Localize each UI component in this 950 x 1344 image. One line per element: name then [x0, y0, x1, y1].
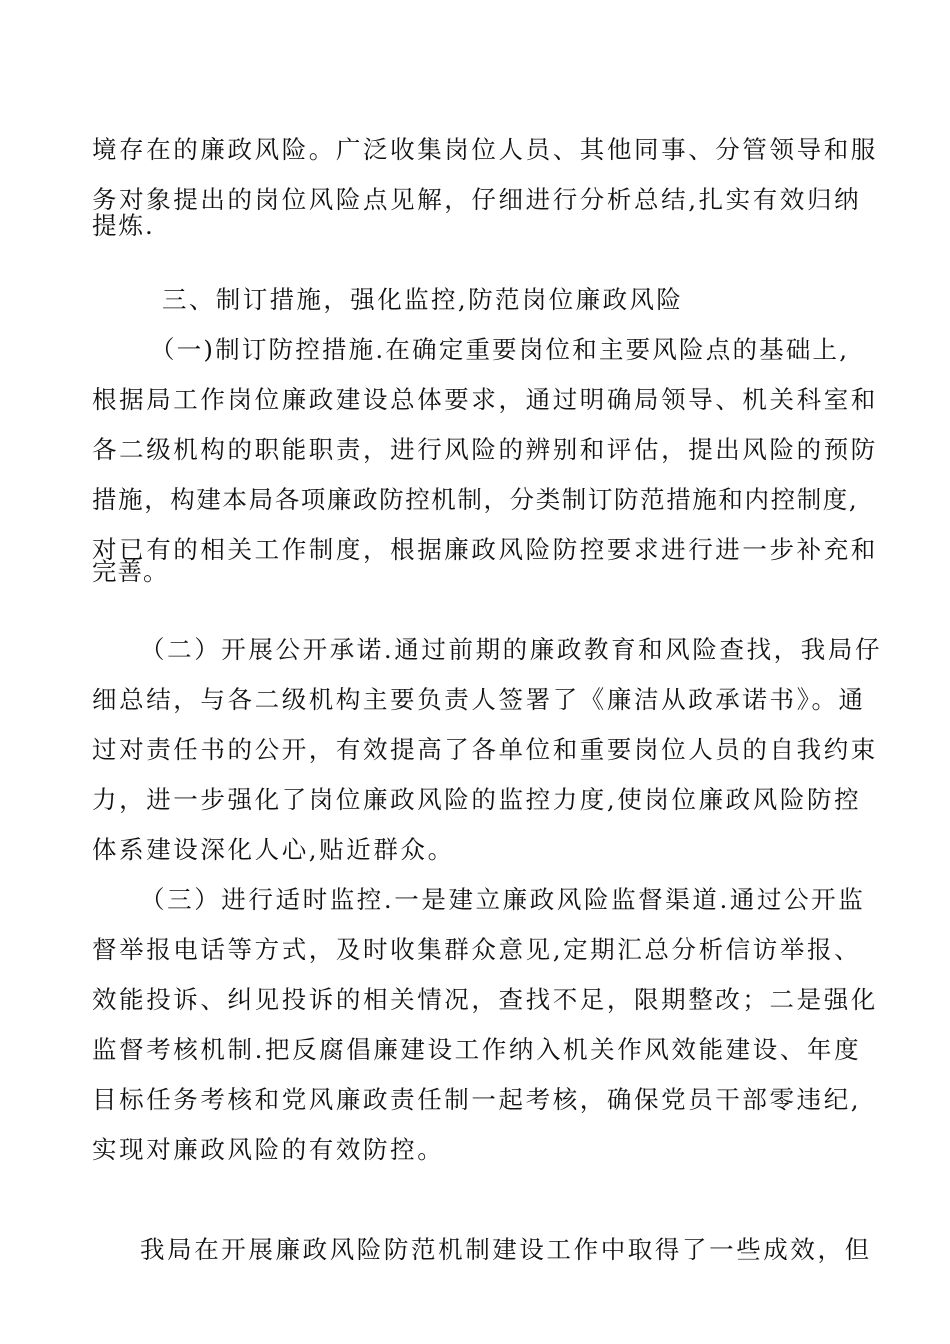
paragraph-line: 完善。 — [92, 557, 169, 586]
paragraph-line: 根据局工作岗位廉政建设总体要求，通过明确局领导、机关科室和 — [92, 385, 878, 414]
paragraph-line: 细总结，与各二级机构主要负责人签署了《廉洁从政承诺书》。通 — [92, 685, 866, 714]
paragraph-line: 监督考核机制.把反腐倡廉建设工作纳入机关作风效能建设、年度 — [92, 1035, 862, 1064]
paragraph-line: 过对责任书的公开，有效提高了各单位和重要岗位人员的自我约束 — [92, 735, 878, 764]
paragraph-line: 境存在的廉政风险。广泛收集岗位人员、其他同事、分管领导和服 — [92, 135, 878, 164]
paragraph-line: （一)制订防控措施.在确定重要岗位和主要风险点的基础上, — [150, 335, 850, 364]
section-heading: 三、制订措施，强化监控,防范岗位廉政风险 — [162, 285, 684, 314]
paragraph-line: 督举报电话等方式，及时收集群众意见,定期汇总分析信访举报、 — [92, 935, 862, 964]
paragraph-line: 措施，构建本局各项廉政防控机制，分类制订防范措施和内控制度, — [92, 485, 859, 514]
paragraph-line: 效能投诉、纠见投诉的相关情况，查找不足，限期整改；二是强化 — [92, 985, 878, 1014]
paragraph-line: 目标任务考核和党风廉政责任制一起考核，确保党员干部零违纪, — [92, 1085, 862, 1114]
paragraph-line: 提炼. — [92, 211, 155, 240]
paragraph-line: 对已有的相关工作制度，根据廉政风险防控要求进行进一步补充和 — [92, 535, 878, 564]
paragraph-line: （三）进行适时监控.一是建立廉政风险监督渠道.通过公开监 — [140, 885, 866, 914]
paragraph-line: 力，进一步强化了岗位廉政风险的监控力度,使岗位廉政风险防控 — [92, 785, 862, 814]
paragraph-line: 实现对廉政风险的有效防控。 — [92, 1135, 445, 1164]
paragraph-line: （二）开展公开承诺.通过前期的廉政教育和风险查找，我局仔 — [140, 635, 883, 664]
paragraph-line: 我局在开展廉政风险防范机制建设工作中取得了一些成效，但 — [140, 1235, 872, 1264]
paragraph-line: 体系建设深化人心,贴近群众。 — [92, 835, 455, 864]
paragraph-line: 各二级机构的职能职责，进行风险的辨别和评估，提出风险的预防 — [92, 435, 878, 464]
paragraph-line: 务对象提出的岗位风险点见解，仔细进行分析总结,扎实有效归纳 — [92, 185, 862, 214]
